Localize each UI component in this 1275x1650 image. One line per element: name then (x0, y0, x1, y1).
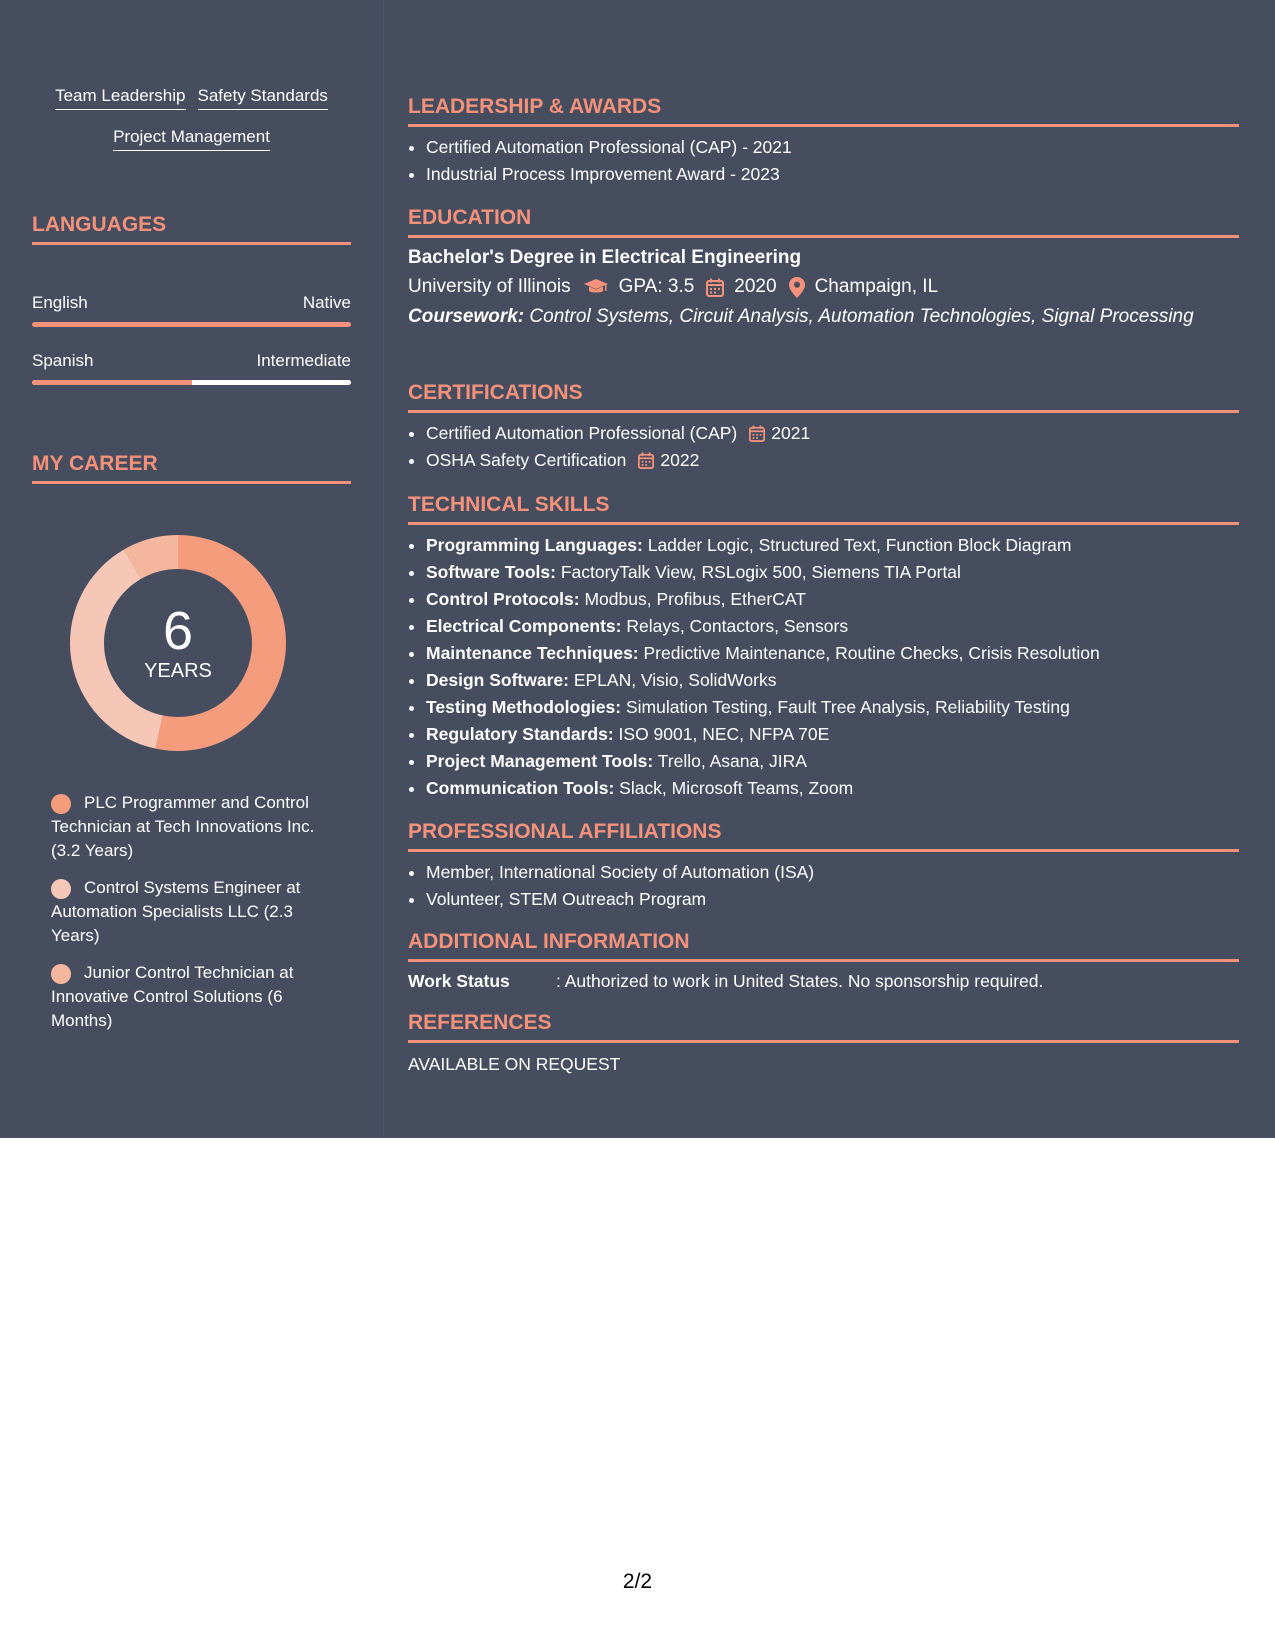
certification-year: 2022 (660, 450, 700, 470)
language-item (32, 351, 351, 385)
skill-label: Testing Methodologies: (426, 697, 622, 717)
language-bar-fill (32, 322, 351, 327)
legend-dot (51, 964, 71, 984)
degree: Bachelor's Degree in Electrical Engineering (408, 247, 802, 268)
skill-label: Design Software: (426, 670, 569, 690)
calendar-icon (638, 452, 654, 469)
languages-title: LANGUAGES (32, 212, 351, 245)
skill-value: ISO 9001, NEC, NFPA 70E (613, 724, 830, 744)
skill-item (426, 640, 1239, 667)
skill-label: Electrical Components: (426, 616, 622, 636)
skill-value: Simulation Testing, Fault Tree Analysis, Reliability Testing (621, 697, 1070, 717)
leadership-list (408, 134, 1239, 188)
career-total-unit: YEARS (144, 660, 212, 682)
career-legend (51, 791, 331, 1046)
list-item: • Member, International Society of Automation (ISA) (426, 859, 1239, 886)
career-legend-item (51, 791, 331, 863)
certification-item (426, 420, 1239, 447)
leadership-section (408, 94, 1239, 188)
career-section (32, 451, 351, 1030)
skill-item (426, 613, 1239, 640)
skill-item (426, 694, 1239, 721)
graduation-cap-icon (583, 278, 609, 296)
education-title: EDUCATION (408, 205, 1239, 238)
career-title: MY CAREER (32, 451, 351, 484)
skill-label: Maintenance Techniques: (426, 643, 639, 663)
graduation-year: 2020 (734, 276, 777, 297)
certification-name: OSHA Safety Certification (426, 450, 627, 470)
additional-info-title: ADDITIONAL INFORMATION (408, 929, 1239, 962)
skill-item (426, 721, 1239, 748)
list-item: • Certified Automation Professional (CAP) - 2021 (426, 134, 1239, 161)
affiliations-title: PROFESSIONAL AFFILIATIONS (408, 819, 1239, 852)
skill-value: Modbus, Profibus, EtherCAT (579, 589, 806, 609)
career-legend-item (51, 961, 331, 1033)
career-legend-label: Control Systems Engineer at Automation Specialists LLC (2.3 Years) (51, 878, 301, 945)
skill-label: Programming Languages: (426, 535, 643, 555)
skill-value: EPLAN, Visio, SolidWorks (568, 670, 777, 690)
language-bar (32, 380, 351, 385)
list-item: • Industrial Process Improvement Award - 2023 (426, 161, 1239, 188)
page-number: 2/2 (622, 1570, 653, 1593)
career-donut-chart (66, 531, 290, 755)
language-item (32, 293, 351, 327)
language-bar-fill (32, 380, 192, 385)
calendar-icon (706, 278, 724, 297)
calendar-icon (749, 425, 765, 442)
legend-dot (51, 879, 71, 899)
skill-tag: Team Leadership (55, 86, 185, 110)
career-legend-item (51, 876, 331, 948)
skill-tag: Safety Standards (198, 86, 328, 110)
skill-item (426, 586, 1239, 613)
skill-tag: Project Management (113, 127, 270, 151)
certification-year: 2021 (771, 423, 811, 443)
list-item: • Volunteer, STEM Outreach Program (426, 886, 1239, 913)
skill-item (426, 775, 1239, 802)
skill-label: Software Tools: (426, 562, 556, 582)
language-bar (32, 322, 351, 327)
school-location: Champaign, IL (814, 276, 939, 297)
location-pin-icon (789, 277, 805, 298)
skill-value: Slack, Microsoft Teams, Zoom (614, 778, 854, 798)
certification-item (426, 447, 1239, 474)
skill-item (426, 667, 1239, 694)
coursework-label: Coursework: (408, 306, 525, 327)
language-level: Intermediate (256, 351, 351, 370)
skill-label: Project Management Tools: (426, 751, 654, 771)
certifications-section (408, 380, 1239, 474)
skill-value: FactoryTalk View, RSLogix 500, Siemens TIA Portal (555, 562, 961, 582)
references-title: REFERENCES (408, 1010, 1239, 1043)
leadership-title: LEADERSHIP & AWARDS (408, 94, 1239, 127)
school-name: University of Illinois (408, 276, 571, 297)
skill-label: Control Protocols: (426, 589, 580, 609)
coursework (408, 305, 1239, 329)
references-text: AVAILABLE ON REQUEST (408, 1054, 621, 1074)
language-level: Native (302, 293, 351, 312)
technical-skills-section (408, 492, 1239, 802)
legend-dot (51, 794, 71, 814)
career-legend-label: PLC Programmer and Control Technician at Tech Innovations Inc. (3.2 Years) (51, 793, 315, 860)
certifications-title: CERTIFICATIONS (408, 380, 1239, 413)
work-status-row (408, 970, 1239, 992)
certification-name: Certified Automation Professional (CAP) (426, 423, 738, 443)
career-legend-label: Junior Control Technician at Innovative Control Solutions (6 Months) (51, 963, 294, 1030)
references-section (408, 1010, 1239, 1075)
technical-skills-list (408, 532, 1239, 802)
skill-value: Ladder Logic, Structured Text, Function Block Diagram (642, 535, 1072, 555)
work-status-value: : Authorized to work in United States. No sponsorship required. (556, 971, 1044, 991)
column-divider (383, 0, 384, 1138)
career-total-value: 6 (162, 601, 194, 661)
affiliations-list (408, 859, 1239, 913)
work-status-label: Work Status (408, 971, 510, 991)
skill-item (426, 559, 1239, 586)
donut-segment (70, 549, 163, 748)
gpa: GPA: 3.5 (618, 276, 695, 297)
skill-value: Relays, Contactors, Sensors (621, 616, 849, 636)
skill-tags (32, 86, 351, 168)
certifications-list (408, 420, 1239, 474)
additional-info-section (408, 929, 1239, 992)
education-section (408, 205, 1239, 329)
education-meta (408, 275, 1239, 299)
skill-value: Trello, Asana, JIRA (653, 751, 807, 771)
language-name: English (32, 293, 88, 312)
skill-item (426, 748, 1239, 775)
coursework-list: Control Systems, Circuit Analysis, Automation Technologies, Signal Processing (524, 306, 1194, 327)
skill-value: Predictive Maintenance, Routine Checks, Crisis Resolution (638, 643, 1100, 663)
language-name: Spanish (32, 351, 94, 370)
technical-skills-title: TECHNICAL SKILLS (408, 492, 1239, 525)
languages-section (32, 212, 351, 385)
affiliations-section (408, 819, 1239, 913)
skill-item (426, 532, 1239, 559)
skill-label: Communication Tools: (426, 778, 615, 798)
skill-label: Regulatory Standards: (426, 724, 614, 744)
